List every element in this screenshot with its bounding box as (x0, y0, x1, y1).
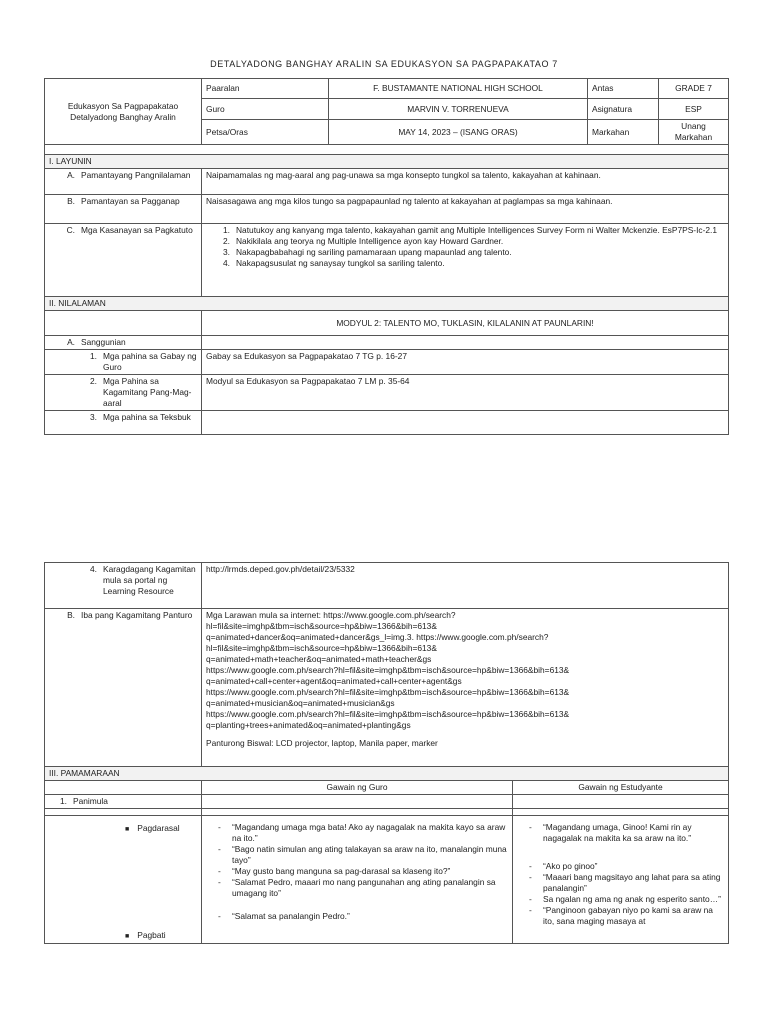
pagbati-label: ■ Pagbati (125, 930, 166, 940)
header-key-markahan: Markahan (588, 120, 659, 145)
header-value-paaralan: F. BUSTAMANTE NATIONAL HIGH SCHOOL (329, 79, 588, 99)
layunin-a-label: A. Pamantayang Pangnilalaman (45, 169, 202, 195)
header-key-antas: Antas (588, 79, 659, 99)
header-key-guro: Guro (202, 99, 329, 120)
estudyante-line: - “Maaari bang magsitayo ang lahat para sa ating panalangin” (529, 872, 721, 893)
estudyante-line: - Sa ngalan ng ama ng anak ng esperito santo…” (529, 894, 721, 904)
spacer-row (45, 145, 729, 155)
guro-line: - “May gusto bang manguna sa pag-darasal sa klaseng ito?” (218, 866, 451, 876)
url-line: https://www.google.com.ph/search?hl=fil&site=imghp&tbm=isch&source=hp&biw=1366&bih=613& (206, 687, 570, 697)
list-item: 4. Nakapagsusulat ng sanaysay tungkol sa sariling talento. (223, 258, 445, 268)
col-header-empty (45, 781, 202, 795)
url-line: q=planting+trees+animated&oq=animated+planting&gs (206, 720, 411, 730)
col-header-estudyante: Gawain ng Estudyante (513, 781, 729, 795)
ref-value-link: http://lrmds.deped.gov.ph/detail/23/5332 (202, 563, 729, 609)
header-subject-label: Edukasyon Sa Pagpapakatao Detalyadong Banghay Aralin (45, 79, 202, 145)
guro-line: - “Bago natin simulan ang ating talakayan sa araw na ito, manalangin muna tayo” (218, 844, 507, 865)
list-item: 1. Natutukoy ang kanyang mga talento, kakayahan gamit ang Multiple Intelligences Survey Form ni Walter Mckenzie. EsP7PS-Ic-2.1 (223, 225, 718, 235)
section-pamamaraan: III. PAMAMARAAN (45, 767, 729, 781)
layunin-b-label: B. Pamantayan sa Pagganap (45, 195, 202, 224)
modyul-empty-cell (45, 311, 202, 336)
header-value-guro: MARVIN V. TORRENUEVA (329, 99, 588, 120)
layunin-a-text: Naipamamalas ng mag-aaral ang pag-unawa sa mga konsepto tungkol sa talento, kakayahan at kahinaan. (202, 169, 729, 195)
header-key-paaralan: Paaralan (202, 79, 329, 99)
ref-value: Modyul sa Edukasyon sa Pagpapakatao 7 LM p. 35-64 (202, 375, 729, 411)
section-layunin: I. LAYUNIN (45, 155, 729, 169)
iba-pang-kagamitan-value (202, 609, 729, 767)
url-line: https://www.google.com.ph/search?hl=fil&site=imghp&tbm=isch&source=hp&biw=1366&bih=613& (206, 709, 570, 719)
header-value-antas: GRADE 7 (659, 79, 729, 99)
guro-activities (202, 816, 513, 944)
list-item: 3. Nakapagbabahagi ng sariling pamamaraan upang mapaunlad ang talento. (223, 247, 512, 257)
layunin-b-text: Naisasagawa ang mga kilos tungo sa pagpapaunlad ng talento at kakayahan at paglampas sa mga kahinaan. (202, 195, 729, 224)
guro-line: - “Magandang umaga mga bata! Ako ay nagagalak na makita kayo sa araw na ito.” (218, 822, 506, 843)
estudyante-line: - “Ako po ginoo” (529, 861, 598, 871)
spacer-cell (513, 809, 729, 816)
ref-label: 1. Mga pahina sa Gabay ng Guro (45, 350, 202, 375)
estudyante-line: - “Magandang umaga, Ginoo! Kami rin ay nagagalak na makita ka sa araw na ito.” (529, 822, 692, 843)
url-line: q=animated+musician&oq=animated+musician&gs (206, 698, 395, 708)
ref-label: 4. Karagdagang Kagamitan mula sa portal ng Learning Resource (45, 563, 202, 609)
lesson-plan-table-page2 (44, 562, 729, 944)
col-header-guro: Gawain ng Guro (202, 781, 513, 795)
url-line: Mga Larawan mula sa internet: https://www.google.com.ph/search? (206, 610, 456, 620)
panimula-estudyante (513, 795, 729, 809)
layunin-c-label: C. Mga Kasanayan sa Pagkatuto (45, 224, 202, 297)
list-item: 2. Nakikilala ang teorya ng Multiple Intelligence ayon kay Howard Gardner. (223, 236, 504, 246)
spacer-cell (45, 809, 202, 816)
sanggunian-label: A. Sanggunian (45, 336, 202, 350)
guro-line: - “Salamat sa panalangin Pedro.” (218, 911, 350, 921)
header-value-petsa: MAY 14, 2023 – (ISANG ORAS) (329, 120, 588, 145)
url-line: hl=fil&site=imghp&tbm=isch&source=hp&biw=1366&bih=613& (206, 621, 437, 631)
estudyante-line: - “Panginoon gabayan niyo po kami sa araw na ito, sana maging masaya at (529, 905, 713, 926)
pagdarasal-label: ■ Pagdarasal (125, 823, 180, 833)
guro-line: - “Salamat Pedro, maaari mo nang pangunahan ang ating panalangin sa umagang ito” (218, 877, 496, 898)
ref-label: 2. Mga Pahina sa Kagamitang Pang-Mag-aaral (45, 375, 202, 411)
url-line: hl=fil&site=imghp&tbm=isch&source=hp&biw=1366&bih=613& (206, 643, 437, 653)
panimula-activities (45, 816, 202, 944)
url-line: q=animated+call+center+agent&oq=animated+call+center+agent&gs (206, 676, 462, 686)
panturong-biswal: Panturong Biswal: LCD projector, laptop, Manila paper, marker (206, 738, 438, 748)
panimula-guro (202, 795, 513, 809)
iba-pang-kagamitan-label: B. Iba pang Kagamitang Panturo (45, 609, 202, 767)
layunin-c-list (202, 224, 729, 297)
url-line: q=animated+dancer&oq=animated+dancer&gs_l=img.3. https://www.google.com.ph/search? (206, 632, 549, 642)
estudyante-activities (513, 816, 729, 944)
panimula-label: 1. Panimula (45, 795, 202, 809)
header-value-asignatura: ESP (659, 99, 729, 120)
url-line: https://www.google.com.ph/search?hl=fil&site=imghp&tbm=isch&source=hp&biw=1366&bih=613& (206, 665, 570, 675)
ref-label: 3. Mga pahina sa Teksbuk (45, 411, 202, 435)
header-value-markahan: Unang Markahan (659, 120, 729, 145)
ref-value: Gabay sa Edukasyon sa Pagpapakatao 7 TG p. 16-27 (202, 350, 729, 375)
header-key-petsa: Petsa/Oras (202, 120, 329, 145)
header-key-asignatura: Asignatura (588, 99, 659, 120)
section-nilalaman: II. NILALAMAN (45, 297, 729, 311)
document-title: DETALYADONG BANGHAY ARALIN SA EDUKASYON SA PAGPAPAKATAO 7 (210, 59, 558, 69)
ref-value (202, 411, 729, 435)
url-line: q=animated+math+teacher&oq=animated+math+teacher&gs (206, 654, 432, 664)
modyul-title: MODYUL 2: TALENTO MO, TUKLASIN, KILALANIN AT PAUNLARIN! (202, 311, 729, 336)
sanggunian-value (202, 336, 729, 350)
spacer-cell (202, 809, 513, 816)
lesson-plan-table-page1 (44, 78, 729, 435)
